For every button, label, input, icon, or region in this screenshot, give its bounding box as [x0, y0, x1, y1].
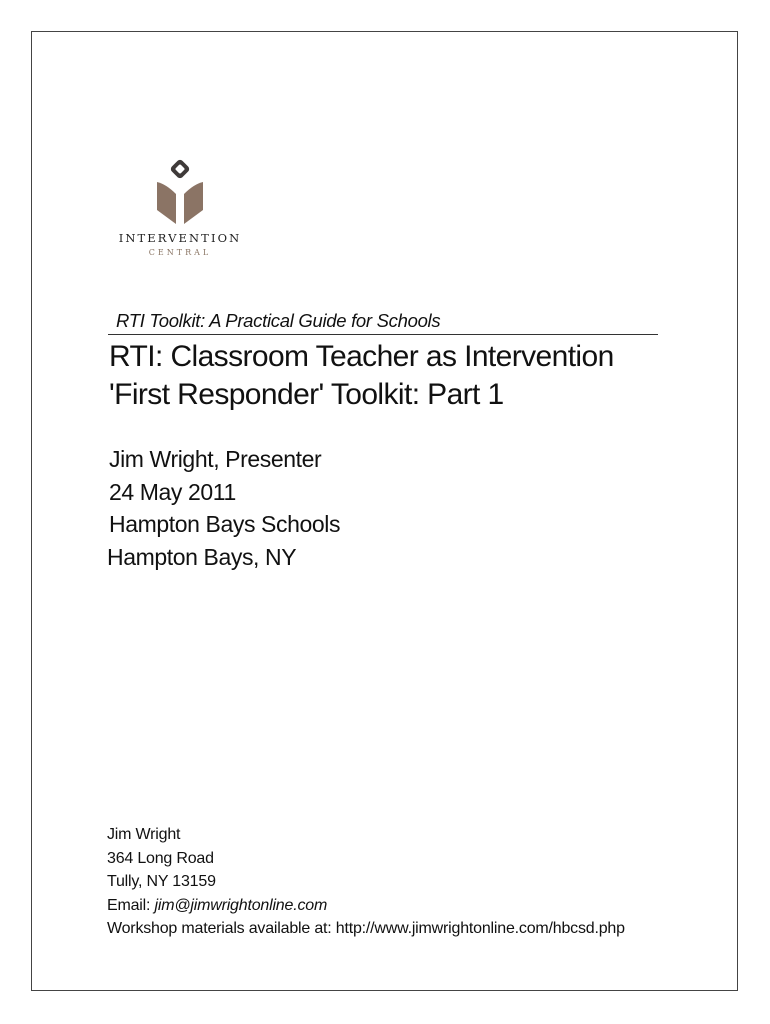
email-link[interactable]: jim@jimwrightonline.com: [154, 896, 328, 914]
presenter-organization: Hampton Bays Schools: [109, 511, 341, 537]
email-label: Email:: [107, 896, 155, 914]
presenter-name: Jim Wright, Presenter: [109, 446, 322, 472]
contact-city: Tully, NY 13159: [107, 873, 216, 890]
contact-block: [107, 823, 625, 941]
document-title: [109, 338, 614, 414]
intervention-central-logo-icon: [156, 158, 204, 226]
contact-email-line: [107, 894, 625, 918]
workshop-url-link[interactable]: http://www.jimwrightonline.com/hbcsd.php: [335, 920, 625, 937]
intervention-central-logo: [110, 158, 250, 266]
presenter-location: Hampton Bays, NY: [107, 543, 297, 570]
series-title: RTI Toolkit: A Practical Guide for Schools: [116, 310, 441, 331]
document-title-line-1: RTI: Classroom Teacher as Intervention: [109, 340, 614, 373]
contact-name: Jim Wright: [107, 826, 181, 843]
logo-subname: CENTRAL: [148, 248, 212, 257]
contact-street: 364 Long Road: [107, 849, 214, 867]
document-title-line-2: 'First Responder' Toolkit: Part 1: [109, 378, 504, 411]
presentation-date: 24 May 2011: [109, 478, 236, 505]
workshop-label: Workshop materials available at:: [107, 920, 336, 937]
logo-name: INTERVENTION: [118, 231, 242, 245]
workshop-line: [107, 917, 625, 941]
presenter-block: [109, 443, 340, 573]
title-divider: [108, 334, 658, 335]
